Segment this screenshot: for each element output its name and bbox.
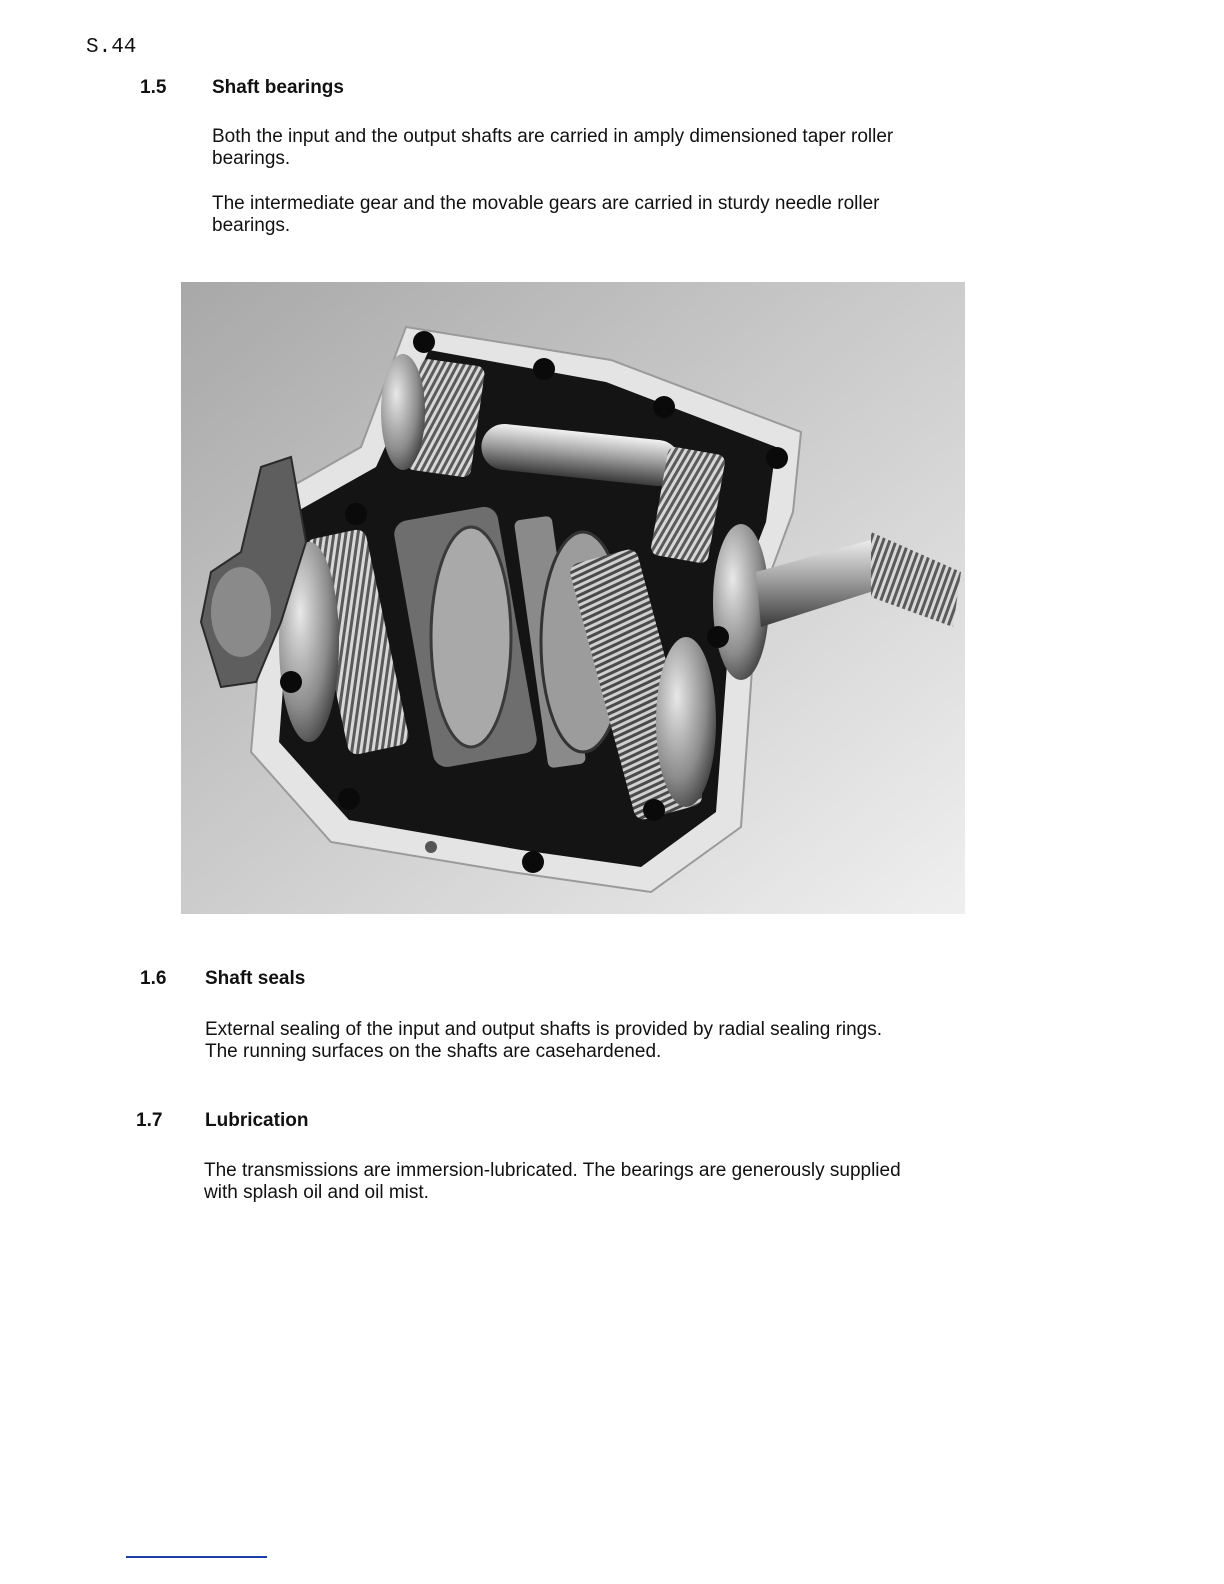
footer-rule bbox=[126, 1556, 267, 1558]
section-number: 1.7 bbox=[136, 1110, 163, 1131]
section-heading: Shaft bearings bbox=[212, 77, 344, 98]
paragraph bbox=[212, 126, 893, 170]
paragraph bbox=[212, 193, 879, 237]
text-line: External sealing of the input and output shafts is provided by radial sealing rings. bbox=[205, 1019, 883, 1040]
paragraph bbox=[204, 1160, 901, 1204]
text-line: The running surfaces on the shafts are casehardened. bbox=[205, 1041, 662, 1062]
transmission-photo bbox=[181, 282, 965, 914]
text-line: Both the input and the output shafts are carried in amply dimensioned taper roller bbox=[212, 126, 894, 147]
section-number: 1.6 bbox=[140, 968, 167, 989]
text-line: The intermediate gear and the movable gears are carried in sturdy needle roller bbox=[212, 193, 880, 214]
text-line: bearings. bbox=[212, 148, 291, 169]
section-number: 1.5 bbox=[140, 77, 167, 98]
paragraph bbox=[205, 1019, 882, 1063]
page-number: S.44 bbox=[86, 36, 137, 59]
section-heading: Lubrication bbox=[205, 1110, 309, 1131]
text-line: with splash oil and oil mist. bbox=[204, 1182, 429, 1203]
section-heading: Shaft seals bbox=[205, 968, 306, 989]
text-line: The transmissions are immersion-lubricated. The bearings are generously supplied bbox=[204, 1160, 901, 1181]
text-line: bearings. bbox=[212, 215, 291, 236]
